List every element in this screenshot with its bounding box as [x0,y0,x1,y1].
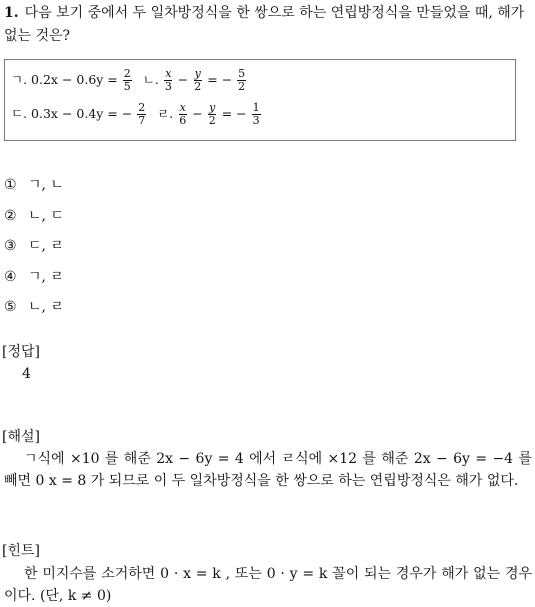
eq-n-frac-b: $\frac{y}{2}$ [194,67,202,93]
hint-label: [힌트] [2,543,40,559]
eq-n-minus: − [177,72,189,87]
eq-d-label: ㄷ. [11,106,28,121]
eq-r-equals: = − [221,106,247,121]
eq-g-fraction: $\frac{2}{5}$ [123,67,131,93]
eq-d-left: 0.3x − 0.4y = − [31,106,133,121]
question-number: 1. [4,5,19,21]
eq-n-label: ㄴ. [142,72,159,87]
choice-5[interactable]: ⑤ ㄴ, ㄹ [4,299,64,315]
eq-r-frac-c: $\frac{1}{3}$ [252,101,260,127]
question-text: 다음 보기 중에서 두 일차방정식을 한 쌍으로 하는 연립방정식을 만들었을 때, 해가 없는 것은? [4,5,525,44]
equation-row-2 [11,102,262,127]
eq-r-frac-b: $\frac{y}{2}$ [208,101,216,127]
eq-r-frac-a: $\frac{x}{6}$ [179,101,187,127]
eq-n-frac-a: $\frac{x}{3}$ [164,67,172,93]
eq-n-equals: = − [207,72,233,87]
choice-1[interactable]: ① ㄱ, ㄴ [4,177,64,193]
equation-g [11,68,133,93]
explanation-text: ㄱ식에 ×10 를 해준 2x − 6y = 4 에서 ㄹ식에 ×12 를 해준 2x − 6y = −4 를 빼면 0 x = 8 가 되므로 이 두 일차방정식을 한 쌍으로 하는 연립방정식은 해가 없다. [4,451,532,489]
eq-n-frac-c: $\frac{5}{2}$ [238,67,246,93]
equation-d [11,102,147,127]
eq-g-label: ㄱ. [11,72,28,87]
choice-3[interactable]: ③ ㄷ, ㄹ [4,238,64,254]
eq-d-fraction: $\frac{2}{7}$ [138,101,146,127]
equation-box [4,59,516,141]
equation-row-1 [11,68,247,93]
answer-label: [정답] [2,344,40,360]
choice-2[interactable]: ② ㄴ, ㄷ [4,208,64,224]
choice-4[interactable]: ④ ㄱ, ㄹ [4,269,64,285]
question [4,2,530,48]
equation-r [157,102,261,127]
hint-text: 한 미지수를 소거하면 0 · x = k , 또는 0 · y = k 꼴이 되는 경우가 해가 없는 경우이다. (단, k ≠ 0) [4,566,532,604]
eq-g-left: 0.2x − 0.6y = [31,72,118,87]
eq-r-label: ㄹ. [157,106,174,121]
eq-r-minus: − [192,106,203,121]
explanation-label: [해설] [2,429,40,445]
equation-n [143,68,247,93]
answer-value: 4 [22,366,31,382]
